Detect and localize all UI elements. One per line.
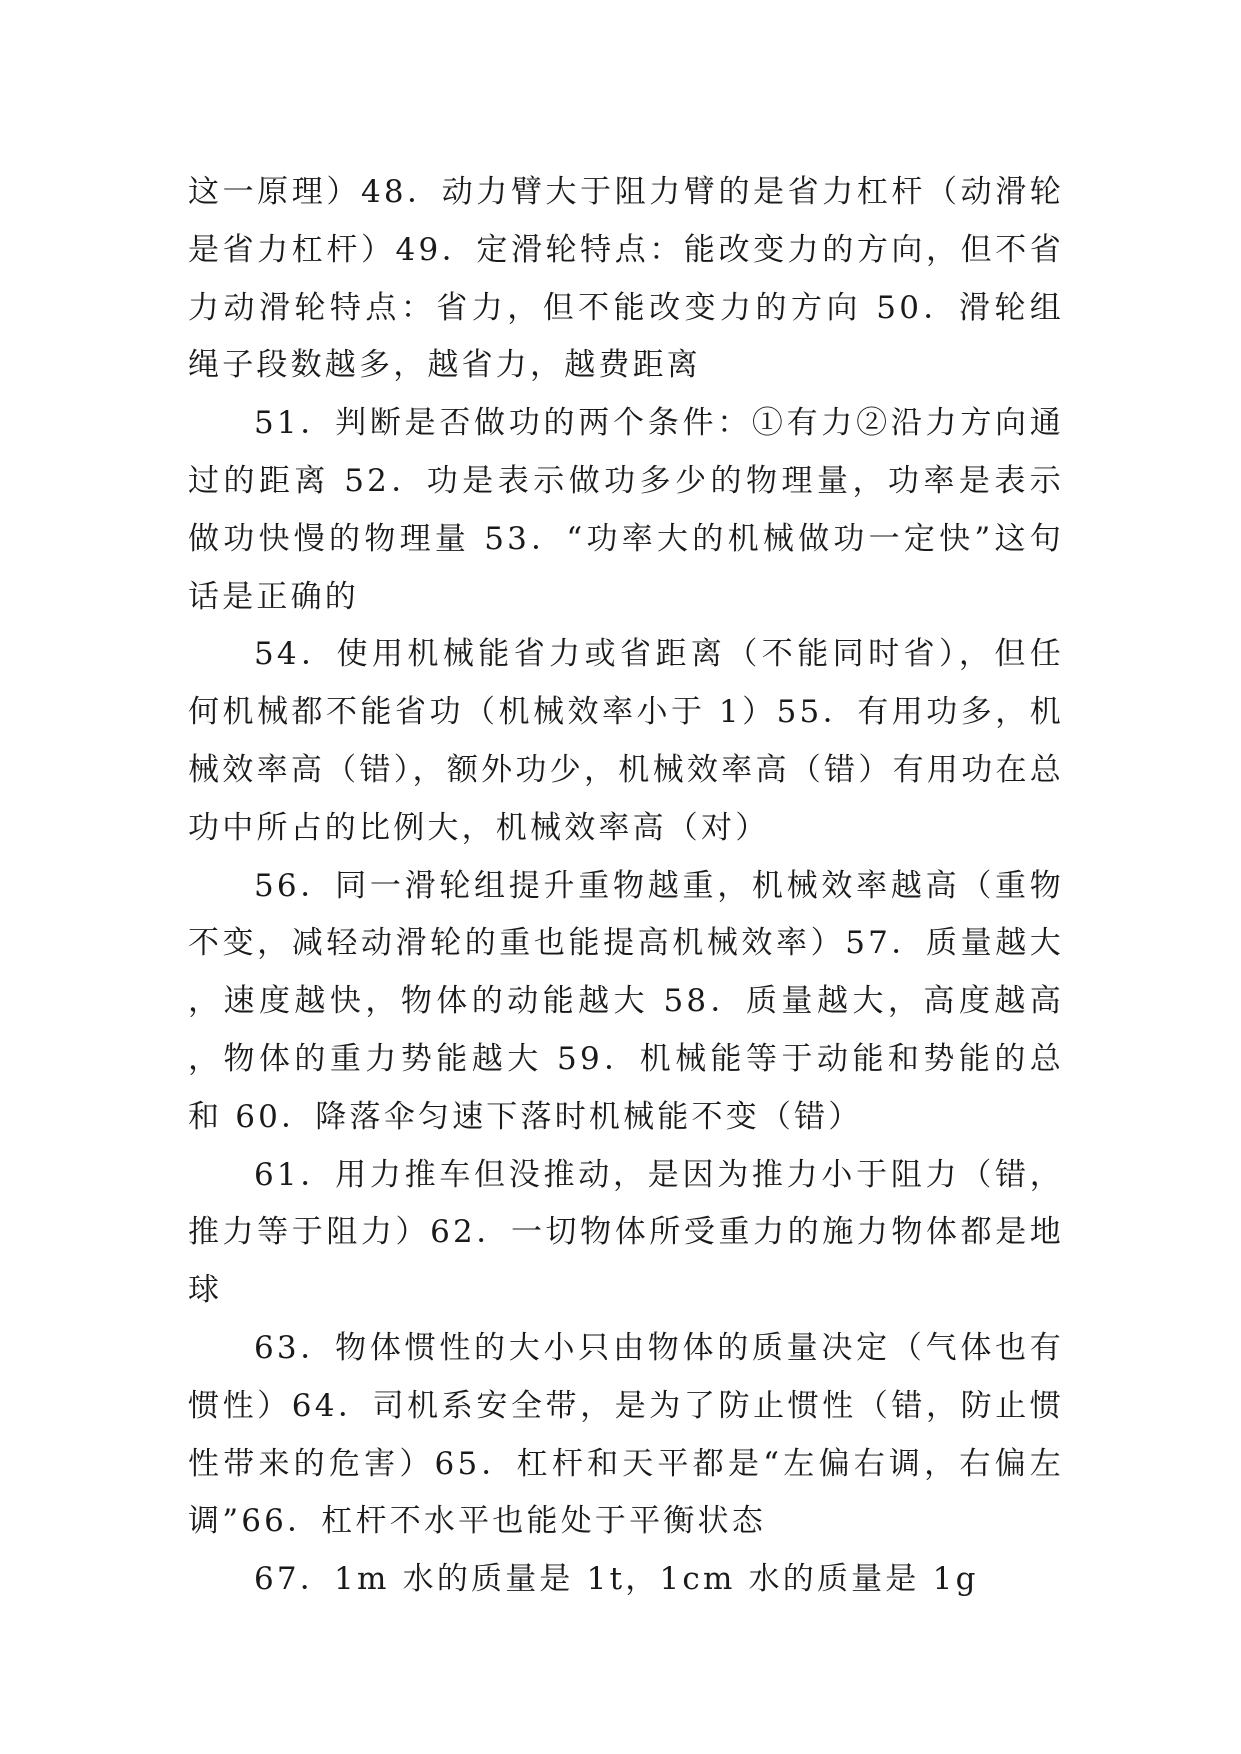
- paragraph-6: 63．物体惯性的大小只由物体的质量决定（气体也有惯性）64．司机系安全带，是为了防止惯性（错，防止惯性带来的危害）65．杠杆和天平都是“左偏右调，右偏左调”66．杠杆不水平也能处于平衡状态: [188, 1329, 1064, 1540]
- paragraph-5: 61．用力推车但没推动，是因为推力小于阻力（错，推力等于阻力）62．一切物体所受重力的施力物体都是地球: [188, 1156, 1064, 1309]
- paragraph-1: 这一原理）48．动力臂大于阻力臂的是省力杠杆（动滑轮是省力杠杆）49．定滑轮特点：能改变力的方向，但不省力动滑轮特点：省力，但不能改变力的方向 50．滑轮组绳子段数越多，越省力，越费距离: [188, 174, 1064, 384]
- paragraph-7: 67．1m 水的质量是 1t，1cm 水的质量是 1g: [254, 1561, 979, 1598]
- paragraph-4: 56．同一滑轮组提升重物越重，机械效率越高（重物不变，减轻动滑轮的重也能提高机械效率）57．质量越大，速度越快，物体的动能越大 58．质量越大，高度越高，物体的重力势能越大 59．机械能等于动能和势能的总和 60．降落伞匀速下落时机械能不变（错）: [188, 867, 1064, 1135]
- paragraph-3: 54．使用机械能省力或省距离（不能同时省），但任何机械都不能省功（机械效率小于 1）55．有用功多，机械效率高（错），额外功少，机械效率高（错）有用功在总功中所占的比例大，机械效率高（对）: [188, 636, 1064, 846]
- document-page: [188, 164, 1064, 1609]
- paragraph-2: 51．判断是否做功的两个条件：①有力②沿力方向通过的距离 52．功是表示做功多少的物理量，功率是表示做功快慢的物理量 53．“功率大的机械做功一定快”这句话是正确的: [188, 405, 1064, 615]
